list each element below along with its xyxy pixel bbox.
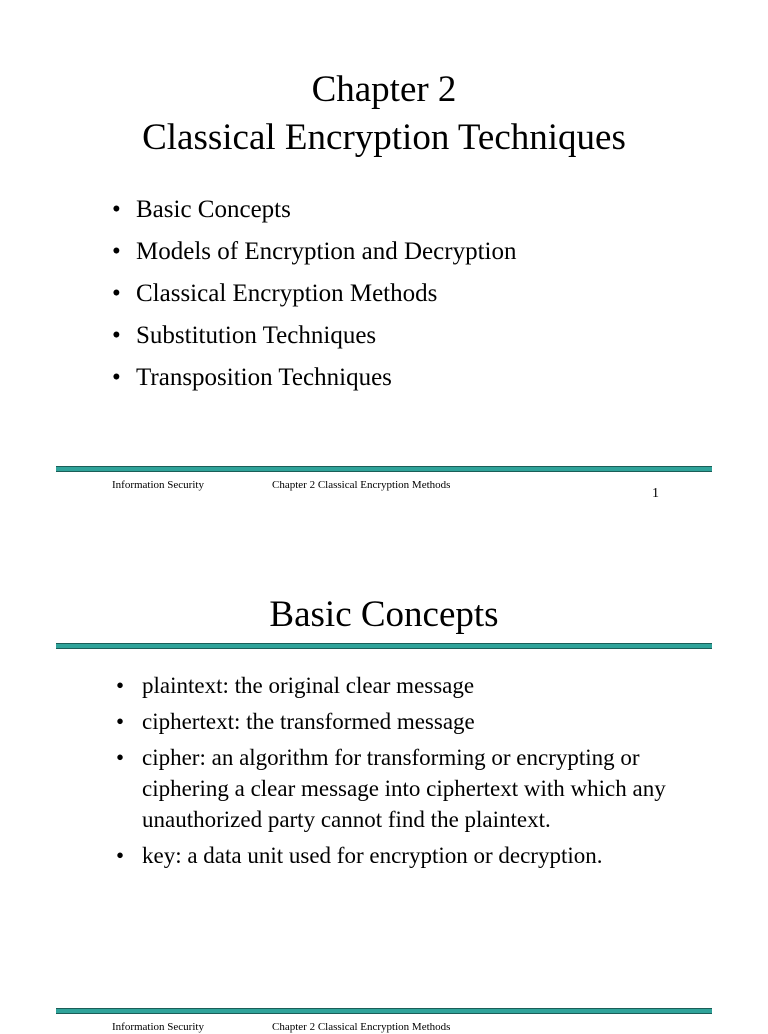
- list-item: [112, 279, 516, 309]
- footer-divider: [56, 1008, 712, 1014]
- footer-divider: [56, 466, 712, 472]
- list-item-text: Substitution Techniques: [136, 322, 377, 349]
- footer-chapter: Chapter 2 Classical Encryption Methods: [272, 1021, 451, 1033]
- bullet-icon: •: [116, 843, 125, 868]
- title-divider: [56, 643, 712, 649]
- list-item: [112, 237, 516, 267]
- list-item: [116, 706, 676, 737]
- bullet-icon: •: [116, 709, 125, 734]
- title-line-2: Classical Encryption Techniques: [142, 117, 626, 158]
- list-item: [112, 363, 516, 393]
- list-item: [116, 670, 676, 701]
- list-item-text: plaintext: the original clear message: [142, 673, 475, 698]
- list-item-text: Transposition Techniques: [136, 364, 392, 391]
- bullet-icon: •: [112, 280, 121, 307]
- bullet-icon: •: [112, 238, 121, 265]
- list-item-text: Models of Encryption and Decryption: [136, 238, 517, 265]
- list-item-text: Classical Encryption Methods: [136, 280, 438, 307]
- list-item-text: cipher: an algorithm for transforming or encrypting or ciphering a clear message into ciphertext with which any unauthorized party cannot find the plaintext.: [142, 745, 666, 832]
- list-item: [112, 321, 516, 351]
- slide-2-title: Basic Concepts: [269, 594, 499, 635]
- list-item: [116, 742, 676, 835]
- bullet-icon: •: [112, 196, 121, 223]
- bullet-icon: •: [112, 364, 121, 391]
- list-item: [112, 195, 516, 225]
- bullet-icon: •: [112, 322, 121, 349]
- footer-course: Information Security: [112, 479, 204, 491]
- list-item-text: key: a data unit used for encryption or decryption.: [142, 843, 603, 868]
- list-item: [116, 840, 676, 871]
- slide-2: [0, 512, 768, 1033]
- slide-1-title: [0, 66, 768, 162]
- slide-2-bullet-list: [116, 670, 676, 876]
- page-number: 1: [652, 486, 659, 501]
- slide-1: [0, 0, 768, 512]
- title-line-1: Chapter 2: [311, 69, 457, 110]
- bullet-icon: •: [116, 673, 125, 698]
- list-item-text: ciphertext: the transformed message: [142, 709, 475, 734]
- slide-1-bullet-list: [112, 195, 516, 405]
- footer-chapter: Chapter 2 Classical Encryption Methods: [272, 479, 451, 491]
- bullet-icon: •: [116, 745, 125, 770]
- footer-course: Information Security: [112, 1021, 204, 1033]
- list-item-text: Basic Concepts: [136, 196, 291, 223]
